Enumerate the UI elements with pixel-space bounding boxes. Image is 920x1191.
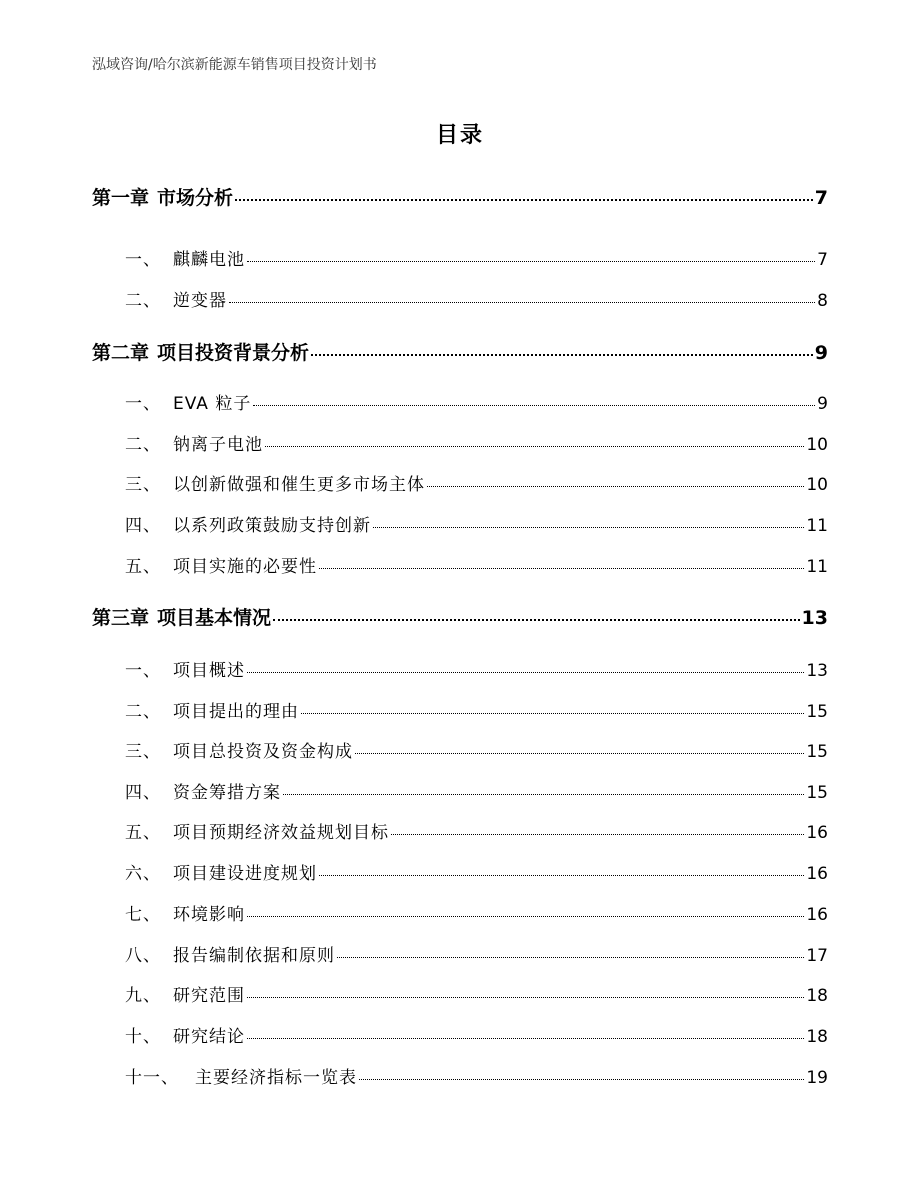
dot-leader <box>247 1038 804 1039</box>
toc-entry-page: 19 <box>806 1068 828 1088</box>
toc-entry-number: 四、 <box>125 516 161 536</box>
toc-entry-chapter[interactable] <box>92 603 828 630</box>
toc-title: 目录 <box>435 123 484 148</box>
dot-leader <box>273 619 800 621</box>
toc-entry-label: 麒麟电池 <box>173 250 245 270</box>
toc-entry-page: 15 <box>806 742 828 762</box>
toc-entry-number: 一、 <box>125 250 161 270</box>
toc-entry-number: 一、 <box>125 394 161 414</box>
toc-entry-page: 18 <box>806 1027 828 1047</box>
toc-entry-section[interactable] <box>125 941 828 966</box>
toc-entry-number: 六、 <box>125 864 161 884</box>
toc-entry-number: 三、 <box>125 742 161 762</box>
dot-leader <box>427 486 804 487</box>
toc-entry-label: 钠离子电池 <box>173 435 263 455</box>
toc-entry-chapter[interactable] <box>92 338 828 365</box>
toc-entry-number: 二、 <box>125 291 161 311</box>
toc-entry-page: 7 <box>817 250 828 270</box>
dot-leader <box>253 405 815 406</box>
toc-entry-page: 13 <box>806 661 828 681</box>
toc-entry-label: 逆变器 <box>173 291 227 311</box>
toc-entry-section[interactable] <box>125 818 828 843</box>
toc-entry-section[interactable] <box>125 1022 828 1047</box>
toc-entry-chapter[interactable] <box>92 183 828 210</box>
dot-leader <box>391 834 804 835</box>
toc-entry-label: 市场分析 <box>157 187 234 209</box>
toc-entry-number: 一、 <box>125 661 161 681</box>
toc-entry-page: 9 <box>817 394 828 414</box>
toc-entry-section[interactable] <box>125 778 828 803</box>
toc-entry-page: 8 <box>817 291 828 311</box>
toc-entry-page: 15 <box>806 702 828 722</box>
dot-leader <box>229 302 815 303</box>
toc-entry-section[interactable] <box>125 737 828 762</box>
toc-entry-section[interactable] <box>125 389 828 414</box>
toc-entry-section[interactable] <box>125 552 828 577</box>
toc-entry-number: 四、 <box>125 783 161 803</box>
toc-entry-label: 研究结论 <box>173 1027 245 1047</box>
toc-entry-number: 七、 <box>125 905 161 925</box>
toc-entry-label: 主要经济指标一览表 <box>195 1068 357 1088</box>
toc-entry-page: 13 <box>801 607 828 629</box>
toc-entry-section[interactable] <box>125 859 828 884</box>
toc-entry-page: 11 <box>806 557 828 577</box>
dot-leader <box>235 199 813 201</box>
toc-entry-label: 项目基本情况 <box>157 607 272 629</box>
toc-entry-number: 第三章 <box>92 607 150 629</box>
toc-entry-number: 第二章 <box>92 342 150 364</box>
toc-entry-page: 18 <box>806 986 828 1006</box>
toc-entry-label: 报告编制依据和原则 <box>173 946 335 966</box>
toc-entry-section[interactable] <box>125 697 828 722</box>
dot-leader <box>311 354 813 356</box>
toc-entry-number: 十、 <box>125 1027 161 1047</box>
toc-entry-number: 五、 <box>125 557 161 577</box>
toc-entry-number: 五、 <box>125 823 161 843</box>
toc-entry-page: 10 <box>806 475 828 495</box>
toc-entry-label: 项目建设进度规划 <box>173 864 317 884</box>
toc-entry-label: 以系列政策鼓励支持创新 <box>173 516 371 536</box>
toc-entry-section[interactable] <box>125 981 828 1006</box>
toc-entry-label: 以创新做强和催生更多市场主体 <box>173 475 425 495</box>
dot-leader <box>355 753 804 754</box>
toc-entry-page: 15 <box>806 783 828 803</box>
toc-entry-number: 十一、 <box>125 1068 179 1088</box>
toc-entry-section[interactable] <box>125 656 828 681</box>
toc-entry-section[interactable] <box>125 900 828 925</box>
toc-entry-label: 项目总投资及资金构成 <box>173 742 353 762</box>
toc-entry-number: 二、 <box>125 702 161 722</box>
toc-entry-label: 环境影响 <box>173 905 245 925</box>
toc-entry-section[interactable] <box>125 470 828 495</box>
toc-entry-label: 项目投资背景分析 <box>157 342 310 364</box>
dot-leader <box>247 672 804 673</box>
toc-entry-number: 三、 <box>125 475 161 495</box>
toc-entry-section[interactable] <box>125 1063 828 1088</box>
toc-entry-label: 项目实施的必要性 <box>173 557 317 577</box>
toc-entry-label: EVA 粒子 <box>173 394 252 414</box>
toc-entry-section[interactable] <box>125 511 828 536</box>
toc-entry-section[interactable] <box>125 245 828 270</box>
toc-entry-section[interactable] <box>125 430 828 455</box>
toc-entry-page: 16 <box>806 905 828 925</box>
dot-leader <box>319 568 804 569</box>
dot-leader <box>319 875 804 876</box>
toc-entry-page: 16 <box>806 864 828 884</box>
toc-entry-page: 16 <box>806 823 828 843</box>
toc-entry-number: 第一章 <box>92 187 150 209</box>
toc-entry-page: 9 <box>814 342 828 364</box>
toc-entry-section[interactable] <box>125 286 828 311</box>
toc-entry-label: 项目概述 <box>173 661 245 681</box>
toc-entry-label: 研究范围 <box>173 986 245 1006</box>
dot-leader <box>247 997 804 998</box>
toc-entry-label: 项目预期经济效益规划目标 <box>173 823 389 843</box>
dot-leader <box>265 446 804 447</box>
toc-entry-number: 二、 <box>125 435 161 455</box>
toc-entry-number: 八、 <box>125 946 161 966</box>
dot-leader <box>301 713 804 714</box>
dot-leader <box>373 527 804 528</box>
running-header: 泓域咨询/哈尔滨新能源车销售项目投资计划书 <box>92 57 377 73</box>
toc-entry-page: 10 <box>806 435 828 455</box>
dot-leader <box>359 1079 804 1080</box>
toc-entry-label: 项目提出的理由 <box>173 702 299 722</box>
toc-entry-label: 资金筹措方案 <box>173 783 281 803</box>
dot-leader <box>283 794 804 795</box>
toc-entry-number: 九、 <box>125 986 161 1006</box>
toc-entry-page: 17 <box>806 946 828 966</box>
toc-entry-page: 11 <box>806 516 828 536</box>
dot-leader <box>247 261 815 262</box>
dot-leader <box>337 957 804 958</box>
dot-leader <box>247 916 804 917</box>
toc-entry-page: 7 <box>814 187 828 209</box>
